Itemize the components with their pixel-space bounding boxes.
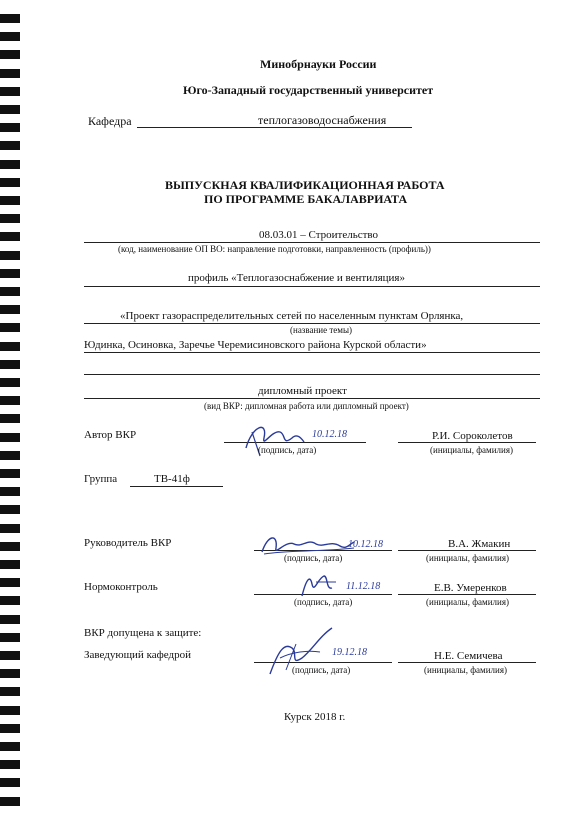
binding-mark xyxy=(0,451,20,460)
binding-mark xyxy=(0,524,20,533)
binding-strip xyxy=(0,0,22,819)
binding-mark xyxy=(0,560,20,569)
binding-mark xyxy=(0,596,20,605)
author-label: Автор ВКР xyxy=(84,429,137,441)
group-value: ТВ-41ф xyxy=(154,473,190,485)
binding-mark xyxy=(0,87,20,96)
group-label: Группа xyxy=(84,473,118,485)
binding-mark xyxy=(0,797,20,806)
ministry-name: Минобрнауки России xyxy=(260,57,377,71)
binding-mark xyxy=(0,778,20,787)
author-name-caption: (инициалы, фамилия) xyxy=(430,445,513,455)
binding-mark xyxy=(0,105,20,114)
binding-mark xyxy=(0,14,20,23)
binding-mark xyxy=(0,378,20,387)
author-name-line xyxy=(398,442,536,443)
binding-mark xyxy=(0,742,20,751)
supervisor-sig-caption: (подпись, дата) xyxy=(284,553,343,563)
normcontrol-label: Нормоконтроль xyxy=(84,581,158,593)
department-line xyxy=(137,127,412,128)
normcontrol-name-caption: (инициалы, фамилия) xyxy=(426,597,509,607)
binding-mark xyxy=(0,396,20,405)
topic-line1: «Проект газораспределительных сетей по населенным пунктам Орлянка, xyxy=(120,310,464,322)
admission-label: ВКР допущена к защите: xyxy=(84,627,202,639)
program-line xyxy=(84,242,540,243)
head-sig-caption: (подпись, дата) xyxy=(292,665,351,675)
author-signature-date: 10.12.18 xyxy=(312,429,347,440)
binding-mark xyxy=(0,724,20,733)
group-line xyxy=(130,486,223,487)
binding-mark xyxy=(0,287,20,296)
binding-mark xyxy=(0,469,20,478)
binding-mark xyxy=(0,160,20,169)
binding-mark xyxy=(0,269,20,278)
head-name-caption: (инициалы, фамилия) xyxy=(424,665,507,675)
topic-line-2 xyxy=(84,352,540,353)
author-name: Р.И. Сороколетов xyxy=(432,430,513,442)
program-code: 08.03.01 – Строительство xyxy=(259,229,379,241)
binding-mark xyxy=(0,687,20,696)
binding-mark xyxy=(0,123,20,132)
binding-mark xyxy=(0,232,20,241)
supervisor-label: Руководитель ВКР xyxy=(84,537,172,549)
binding-mark xyxy=(0,50,20,59)
binding-mark xyxy=(0,342,20,351)
document-title-line1: ВЫПУСКНАЯ КВАЛИФИКАЦИОННАЯ РАБОТА xyxy=(165,178,445,192)
binding-mark xyxy=(0,615,20,624)
topic-caption: (название темы) xyxy=(290,325,353,335)
binding-mark xyxy=(0,196,20,205)
topic-line-1 xyxy=(84,323,540,324)
binding-mark xyxy=(0,433,20,442)
binding-mark xyxy=(0,633,20,642)
normcontrol-name-line xyxy=(398,594,536,595)
normcontrol-name: Е.В. Умеренков xyxy=(434,582,507,594)
binding-mark xyxy=(0,141,20,150)
normcontrol-signature-date: 11.12.18 xyxy=(346,581,381,592)
head-signature-date: 19.12.18 xyxy=(332,647,367,658)
supervisor-name: В.А. Жмакин xyxy=(448,538,511,550)
binding-mark xyxy=(0,542,20,551)
binding-mark xyxy=(0,178,20,187)
binding-mark xyxy=(0,323,20,332)
program-profile: профиль «Теплогазоснабжение и вентиляция» xyxy=(188,272,405,284)
supervisor-signature-date: 10.12.18 xyxy=(348,539,383,550)
binding-mark xyxy=(0,578,20,587)
author-sig-caption: (подпись, дата) xyxy=(258,445,317,455)
head-label: Заведующий кафедрой xyxy=(84,649,191,661)
binding-mark xyxy=(0,651,20,660)
program-caption: (код, наименование ОП ВО: направление подготовки, направленность (профиль)) xyxy=(118,244,431,254)
university-name: Юго-Западный государственный университет xyxy=(183,83,434,97)
binding-mark xyxy=(0,251,20,260)
binding-mark xyxy=(0,487,20,496)
supervisor-name-line xyxy=(398,550,536,551)
place-year: Курск 2018 г. xyxy=(284,711,346,723)
binding-mark xyxy=(0,669,20,678)
topic-line-3 xyxy=(84,374,540,375)
head-name: Н.Е. Семичева xyxy=(434,650,503,662)
document-title-line2: ПО ПРОГРАММЕ БАКАЛАВРИАТА xyxy=(204,192,408,206)
binding-mark xyxy=(0,305,20,314)
normcontrol-sig-caption: (подпись, дата) xyxy=(294,597,353,607)
head-name-line xyxy=(398,662,536,663)
binding-mark xyxy=(0,760,20,769)
work-type-value: дипломный проект xyxy=(258,385,347,397)
binding-mark xyxy=(0,32,20,41)
department-value: теплогазоводоснабжения xyxy=(258,113,387,127)
binding-mark xyxy=(0,505,20,514)
binding-mark xyxy=(0,69,20,78)
binding-mark xyxy=(0,360,20,369)
department-label: Кафедра xyxy=(88,114,132,128)
topic-line2: Юдинка, Осиновка, Заречье Черемисиновского района Курской области» xyxy=(84,339,427,351)
binding-mark xyxy=(0,706,20,715)
profile-line xyxy=(84,286,540,287)
supervisor-name-caption: (инициалы, фамилия) xyxy=(426,553,509,563)
binding-mark xyxy=(0,414,20,423)
work-type-caption: (вид ВКР: дипломная работа или дипломный проект) xyxy=(204,401,409,411)
binding-mark xyxy=(0,214,20,223)
work-type-line xyxy=(84,398,540,399)
